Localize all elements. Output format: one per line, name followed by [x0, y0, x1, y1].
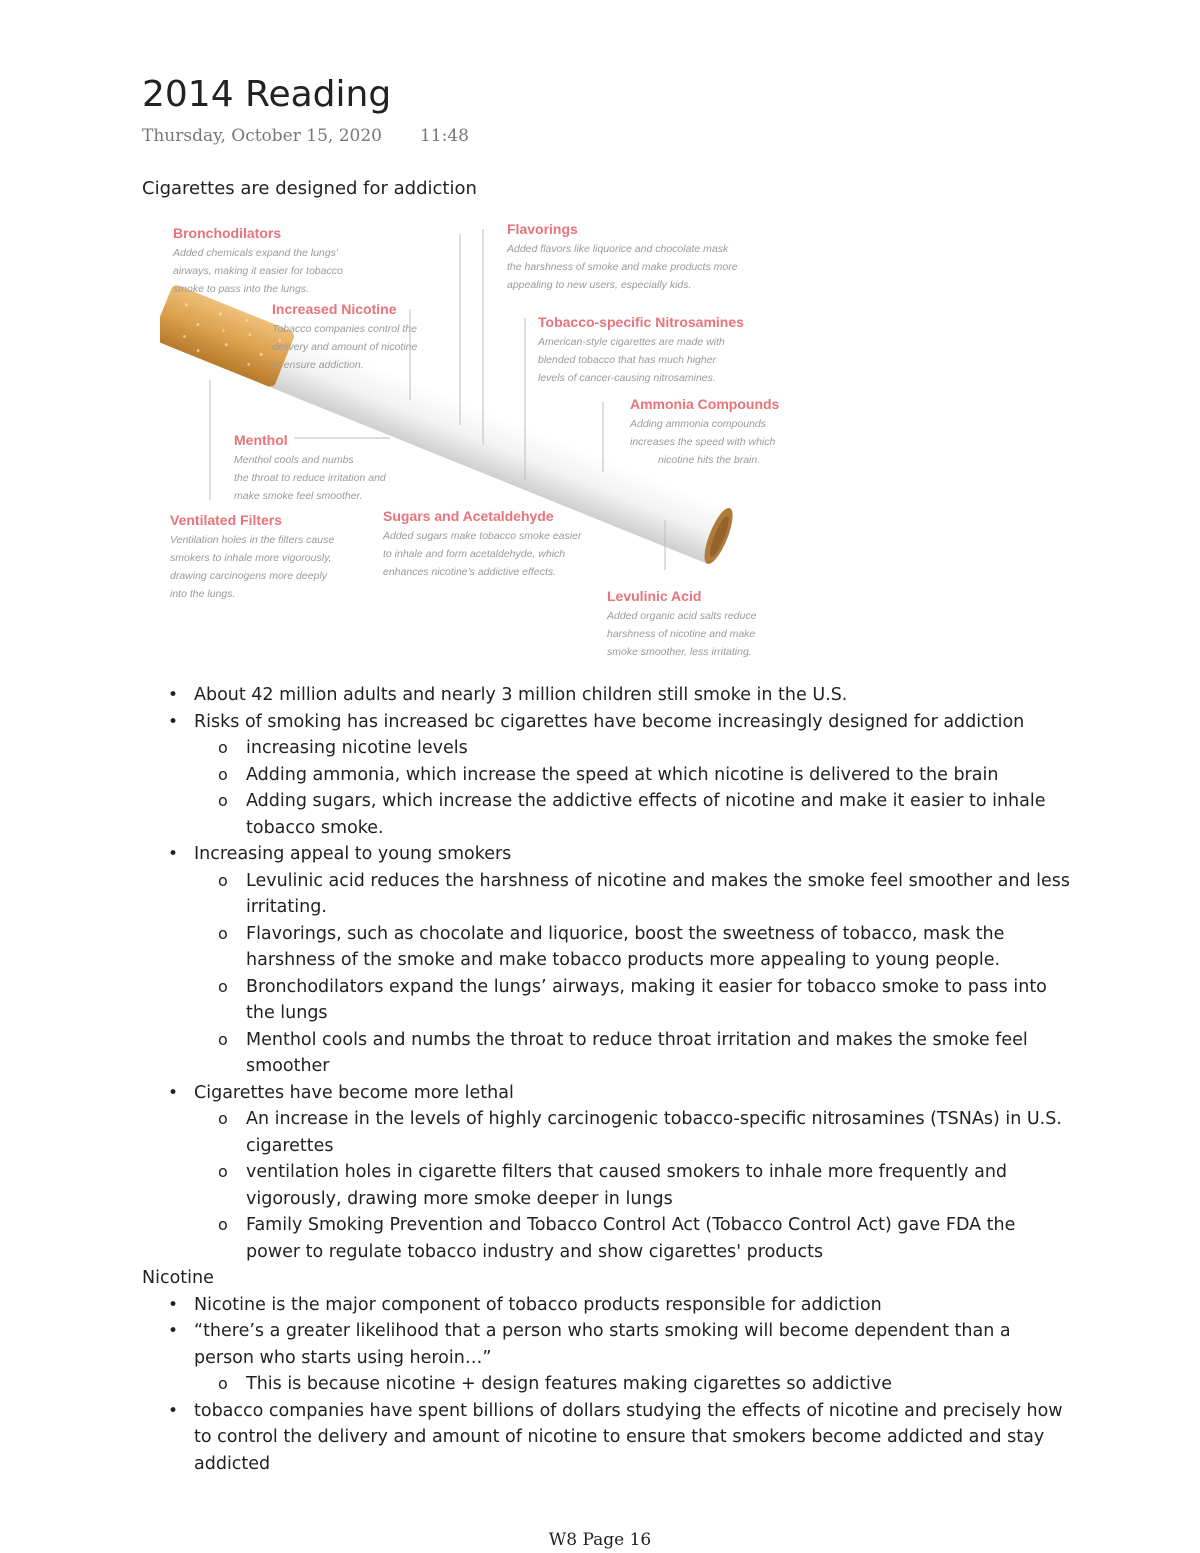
- svg-text:make smoke feel smoother.: make smoke feel smoother.: [234, 490, 363, 502]
- svg-text:Ventilation holes in the filte: Ventilation holes in the filters cause: [170, 534, 335, 546]
- bullet-item: • About 42 million adults and nearly 3 million children still smoke in the U.S.: [142, 682, 1072, 709]
- label-ammonia-compounds: [629, 396, 780, 466]
- sub-bullet-list: [194, 1106, 1072, 1265]
- cigarette-diagram: [160, 210, 810, 670]
- svg-text:airways, making it easier for: airways, making it easier for tobacco: [173, 265, 343, 277]
- svg-text:drawing carcinogens more deepl: drawing carcinogens more deeply: [170, 570, 328, 582]
- page-time: 11:48: [419, 126, 469, 146]
- section-heading-nicotine: Nicotine: [142, 1268, 214, 1288]
- bullet-item: • tobacco companies have spent billions of dollars studying the effects of nicotine and precisely how to control the delivery and amount of nicotine to ensure that smokers become addicted and stay addicted: [142, 1398, 1072, 1478]
- svg-text:enhances nicotine's addictive: enhances nicotine's addictive effects.: [383, 566, 557, 578]
- label-levulinic-acid: [606, 588, 757, 658]
- svg-text:Increased Nicotine: Increased Nicotine: [272, 301, 397, 317]
- label-flavorings: [506, 221, 738, 291]
- label-menthol: [234, 432, 387, 502]
- page-timestamp: [142, 126, 469, 146]
- svg-text:American-style cigarettes are: American-style cigarettes are made with: [538, 336, 725, 348]
- svg-text:Bronchodilators: Bronchodilators: [173, 225, 282, 241]
- svg-text:blended tobacco that has much: blended tobacco that has much higher: [538, 354, 717, 366]
- svg-text:Ventilated Filters: Ventilated Filters: [170, 512, 283, 528]
- bullet-text: Increasing appeal to young smokers: [194, 844, 512, 864]
- svg-text:smoke to pass into the lungs.: smoke to pass into the lungs.: [173, 283, 309, 295]
- sub-bullet-item: o Levulinic acid reduces the harshness of nicotine and makes the smoke feel smoother and less irritating.: [194, 868, 1072, 921]
- bullet-list-main: [142, 682, 1072, 1265]
- bullet-item: [142, 1080, 1072, 1266]
- page-title: 2014 Reading: [142, 74, 392, 115]
- page-footer: W8 Page 16: [548, 1530, 652, 1550]
- svg-text:the throat to reduce irritatio: the throat to reduce irritation and: [234, 472, 386, 484]
- svg-text:Ammonia Compounds: Ammonia Compounds: [630, 396, 780, 412]
- sub-bullet-item: o Family Smoking Prevention and Tobacco Control Act (Tobacco Control Act) gave FDA the power to regulate tobacco industry and show cigarettes' products: [194, 1212, 1072, 1265]
- sub-bullet-item: o Adding sugars, which increase the addictive effects of nicotine and make it easier to inhale tobacco smoke.: [194, 788, 1072, 841]
- svg-text:increases the speed with which: increases the speed with which: [630, 436, 776, 448]
- svg-text:Tobacco companies control the: Tobacco companies control the: [272, 323, 417, 335]
- bullet-text: Cigarettes have become more lethal: [194, 1082, 514, 1103]
- svg-text:Levulinic Acid: Levulinic Acid: [607, 588, 702, 604]
- sub-bullet-item: o Menthol cools and numbs the throat to reduce throat irritation and makes the smoke feel smoother: [194, 1027, 1072, 1080]
- sub-bullet-item: o increasing nicotine levels: [194, 735, 1072, 762]
- svg-text:Tobacco-specific Nitrosamines: Tobacco-specific Nitrosamines: [538, 314, 744, 330]
- bullet-text: Risks of smoking has increased bc cigarettes have become increasingly designed for addiction: [194, 711, 1025, 732]
- svg-text:Added chemicals expand the lun: Added chemicals expand the lungs': [173, 247, 338, 259]
- note-heading: Cigarettes are designed for addiction: [142, 178, 477, 199]
- svg-text:the harshness of smoke and mak: the harshness of smoke and make products more: [507, 261, 738, 273]
- bullet-item: • Nicotine is the major component of tobacco products responsible for addiction: [142, 1292, 1072, 1319]
- cigarette-filter: [160, 283, 296, 388]
- svg-text:to inhale and form acetaldehyd: to inhale and form acetaldehyde, which: [383, 548, 566, 560]
- svg-text:harshness of nicotine and make: harshness of nicotine and make: [607, 628, 756, 640]
- bullet-text: “there’s a greater likelihood that a person who starts smoking will become dependent than a person who starts using heroin…”: [194, 1321, 1011, 1368]
- svg-text:Flavorings: Flavorings: [507, 221, 578, 237]
- svg-text:Menthol: Menthol: [234, 432, 288, 448]
- svg-text:to ensure addiction.: to ensure addiction.: [272, 359, 364, 371]
- bullet-item: [142, 841, 1072, 1080]
- bullet-list-nicotine: [142, 1292, 1072, 1478]
- label-sugars-acetaldehyde: [382, 508, 582, 578]
- sub-bullet-item: o This is because nicotine + design features making cigarettes so addictive: [194, 1371, 1072, 1398]
- svg-text:Added organic acid salts reduc: Added organic acid salts reduce: [607, 610, 757, 622]
- bullet-item: [142, 1318, 1072, 1398]
- sub-bullet-list: [194, 868, 1072, 1080]
- svg-text:into the lungs.: into the lungs.: [170, 588, 236, 600]
- sub-bullet-item: o Adding ammonia, which increase the speed at which nicotine is delivered to the brain: [194, 762, 1072, 789]
- sub-bullet-item: o Flavorings, such as chocolate and liquorice, boost the sweetness of tobacco, mask the harshness of the smoke and make tobacco products more appealing to young people.: [194, 921, 1072, 974]
- svg-text:smoke smoother, less irritatin: smoke smoother, less irritating.: [607, 646, 752, 658]
- svg-text:delivery and amount of nicotin: delivery and amount of nicotine: [272, 341, 418, 353]
- sub-bullet-item: o ventilation holes in cigarette filters that caused smokers to inhale more frequently and vigorously, drawing more smoke deeper in lungs: [194, 1159, 1072, 1212]
- sub-bullet-item: o Bronchodilators expand the lungs’ airways, making it easier for tobacco smoke to pass into the lungs: [194, 974, 1072, 1027]
- svg-text:nicotine hits the brain.: nicotine hits the brain.: [658, 454, 761, 466]
- label-ventilated-filters: [170, 512, 334, 600]
- svg-text:smokers to inhale more vigorou: smokers to inhale more vigorously,: [170, 552, 332, 564]
- svg-text:Sugars and Acetaldehyde: Sugars and Acetaldehyde: [383, 508, 554, 524]
- notes-body: [142, 682, 1072, 1477]
- sub-bullet-list: [194, 735, 1072, 841]
- label-tobacco-specific-nitrosamines: [537, 314, 744, 384]
- svg-text:Added sugars make tobacco smok: Added sugars make tobacco smoke easier: [383, 530, 582, 542]
- svg-text:levels of cancer-causing nitro: levels of cancer-causing nitrosamines.: [538, 372, 716, 384]
- sub-bullet-list: [194, 1371, 1072, 1398]
- svg-text:Adding ammonia compounds: Adding ammonia compounds: [630, 418, 766, 430]
- page-date: Thursday, October 15, 2020: [142, 126, 382, 146]
- bullet-item: [142, 709, 1072, 842]
- svg-text:Menthol cools and numbs: Menthol cools and numbs: [234, 454, 354, 466]
- svg-text:Added flavors like liquorice a: Added flavors like liquorice and chocolate mask: [507, 243, 729, 255]
- label-bronchodilators: [172, 225, 343, 295]
- sub-bullet-item: o An increase in the levels of highly carcinogenic tobacco-specific nitrosamines (TSNAs) in U.S. cigarettes: [194, 1106, 1072, 1159]
- svg-text:appealing to new users, especi: appealing to new users, especially kids.: [507, 279, 692, 291]
